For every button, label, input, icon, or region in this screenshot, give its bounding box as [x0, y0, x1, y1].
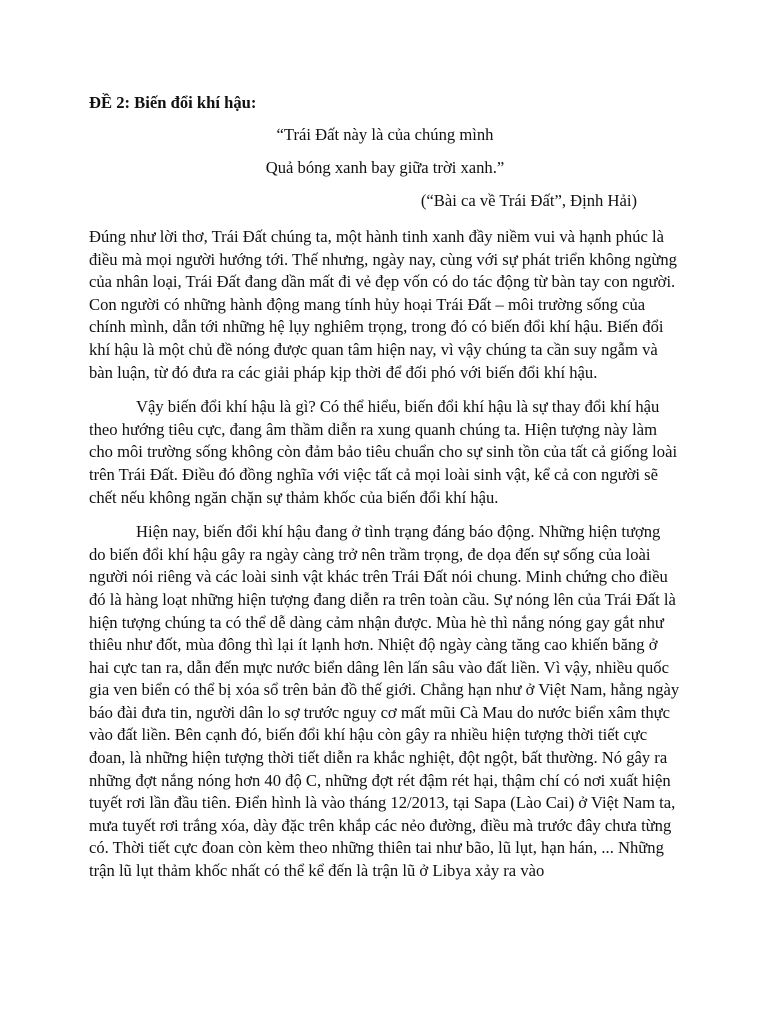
essay-heading: ĐỀ 2: Biến đổi khí hậu:	[89, 93, 257, 112]
document-page	[89, 92, 681, 895]
paragraph-definition: Vậy biến đổi khí hậu là gì? Có thể hiểu, biến đổi khí hậu là sự thay đổi khí hậu theo hướng tiêu cực, đang âm thầm diễn ra xung quanh chúng ta. Hiện tượng này làm cho môi trường sống không còn đảm bảo tiêu chuẩn cho sự sinh tồn của tất cả giống loài trên Trái Đất. Điều đó đồng nghĩa với việc tất cả mọi loài sinh vật, kể cả con người sẽ chết nếu không ngăn chặn sự thảm khốc của biến đổi khí hậu.	[89, 397, 678, 507]
paragraph-intro: Đúng như lời thơ, Trái Đất chúng ta, một hành tinh xanh đầy niềm vui và hạnh phúc là điều mà mọi người hướng tới. Thế nhưng, ngày nay, cùng với sự phát triển không ngừng của nhân loại, Trái Đất đang dần mất đi vẻ đẹp vốn có do tác động từ bàn tay con người. Con người có những hành động mang tính hủy hoại Trái Đất – môi trường sống của chính mình, dẫn tới những hệ lụy nghiêm trọng, trong đó có biến đổi khí hậu. Biến đổi khí hậu là một chủ đề nóng được quan tâm hiện nay, vì vậy chúng ta cần suy ngẫm và bàn luận, từ đó đưa ra các giải pháp kịp thời để đối phó với biến đổi khí hậu.	[89, 227, 677, 382]
poem-source: (“Bài ca về Trái Đất”, Định Hải)	[420, 191, 637, 210]
paragraph-current-state: Hiện nay, biến đổi khí hậu đang ở tình trạng đáng báo động. Những hiện tượng do biến đổi khí hậu gây ra ngày càng trở nên trầm trọng, đe dọa đến sự sống của loài người nói riêng và các loài sinh vật khác trên Trái Đất nói chung. Minh chứng cho điều đó là hàng loạt những hiện tượng đang diễn ra trên toàn cầu. Sự nóng lên của Trái Đất là hiện tượng chúng ta có thể dễ dàng cảm nhận được. Mùa hè thì nắng nóng gay gắt như thiêu như đốt, mùa đông thì lại ít lạnh hơn. Nhiệt độ ngày càng tăng cao khiến băng ở hai cực tan ra, dẫn đến mực nước biển dâng lên lấn sâu vào đất liền. Vì vậy, nhiều quốc gia ven biển có thể bị xóa sổ trên bản đồ thế giới. Chẳng hạn như ở Việt Nam, hằng ngày báo đài đưa tin, người dân lo sợ trước nguy cơ mất mũi Cà Mau do nước biển xâm thực vào đất liền. Bên cạnh đó, biến đổi khí hậu còn gây ra nhiều hiện tượng thời tiết cực đoan, là những hiện tượng thời tiết diễn ra khắc nghiệt, đột ngột, bất thường. Nó gây ra những đợt nắng nóng hơn 40 độ C, những đợt rét đậm rét hại, thậm chí có nơi xuất hiện tuyết rơi lần đầu tiên. Điển hình là vào tháng 12/2013, tại Sapa (Lào Cai) ở Việt Nam ta, mưa tuyết rơi trắng xóa, dày đặc trên khắp các nẻo đường, điều mà trước đây chưa từng có. Thời tiết cực đoan còn kèm theo những thiên tai như bão, lũ lụt, hạn hán, ... Những trận lũ lụt thảm khốc nhất có thể kể đến là trận lũ ở Libya xảy ra vào	[89, 522, 680, 881]
poem-line-2: Quả bóng xanh bay giữa trời xanh.”	[265, 158, 505, 177]
poem-line-1: “Trái Đất này là của chúng mình	[276, 125, 494, 144]
